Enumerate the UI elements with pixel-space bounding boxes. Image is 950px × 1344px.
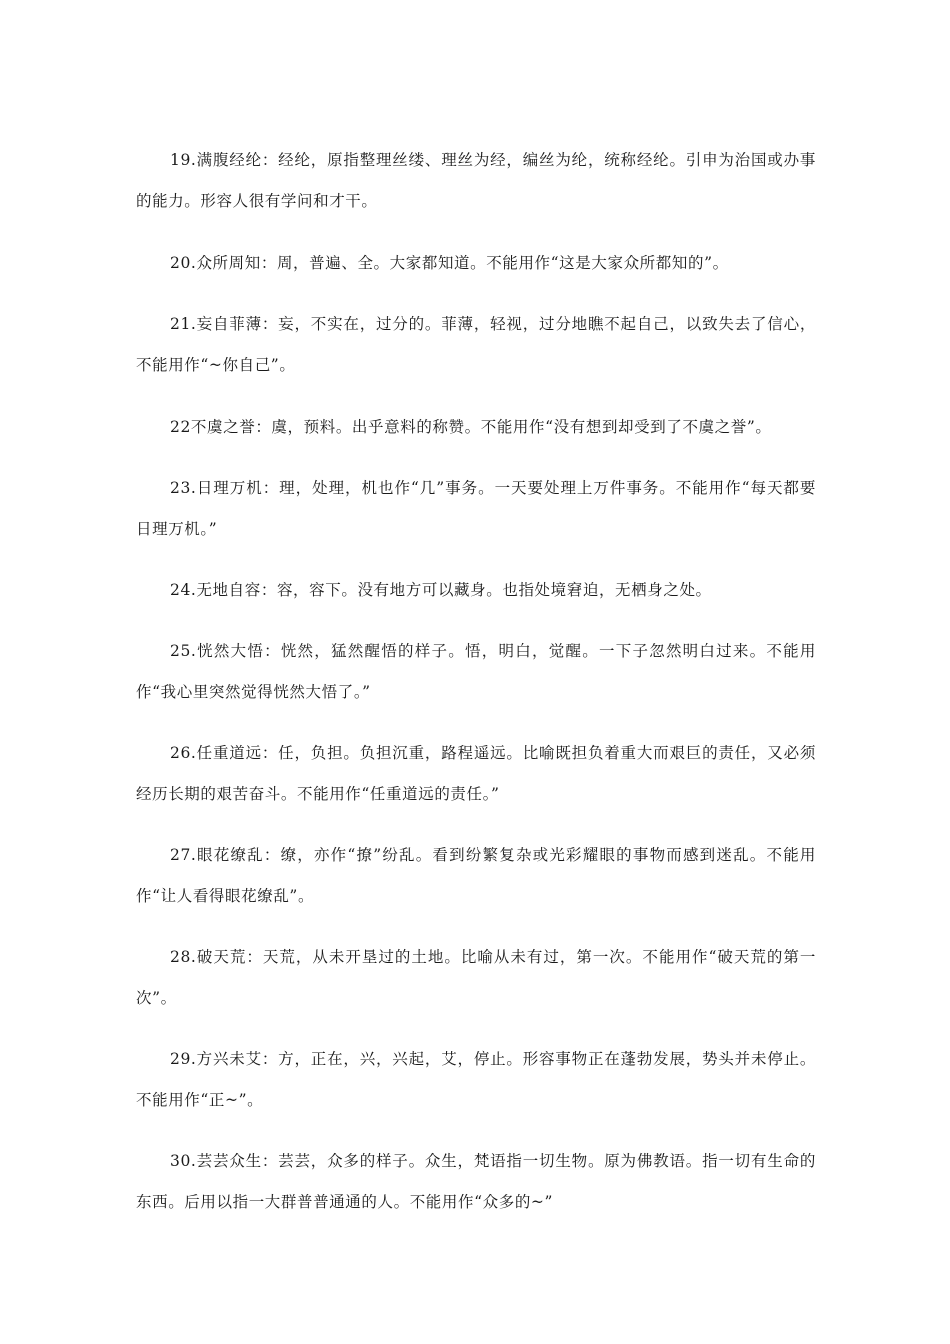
idiom-entry-29: 29.方兴未艾：方，正在，兴，兴起，艾，停止。形容事物正在蓬勃发展，势头并未停止。不能用作“正~”。 <box>136 1050 816 1109</box>
idiom-entry-19: 19.满腹经纶：经纶，原指整理丝缕、理丝为经，编丝为纶，统称经纶。引申为治国或办事的能力。形容人很有学问和才干。 <box>136 151 816 210</box>
idiom-entry-25: 25.恍然大悟：恍然，猛然醒悟的样子。悟，明白，觉醒。一下子忽然明白过来。不能用作“我心里突然觉得恍然大悟了。” <box>136 642 816 701</box>
idiom-entry-22: 22不虞之誉：虞，预料。出乎意料的称赞。不能用作“没有想到却受到了不虞之誉”。 <box>170 418 772 436</box>
idiom-entry-23: 23.日理万机：理，处理，机也作“几”事务。一天要处理上万件事务。不能用作“每天都要日理万机。” <box>136 479 816 538</box>
idiom-entry-20: 20.众所周知：周，普遍、全。大家都知道。不能用作“这是大家众所都知的”。 <box>170 254 729 272</box>
idiom-entry-27: 27.眼花缭乱：缭，亦作“撩”纷乱。看到纷繁复杂或光彩耀眼的事物而感到迷乱。不能用作“让人看得眼花缭乱”。 <box>136 846 816 905</box>
idiom-entry-28: 28.破天荒：天荒，从未开垦过的土地。比喻从未有过，第一次。不能用作“破天荒的第一次”。 <box>136 948 816 1007</box>
idiom-entry-30: 30.芸芸众生：芸芸，众多的样子。众生，梵语指一切生物。原为佛教语。指一切有生命的东西。后用以指一大群普普通通的人。不能用作“众多的~” <box>136 1152 816 1211</box>
idiom-entry-26: 26.任重道远：任，负担。负担沉重，路程遥远。比喻既担负着重大而艰巨的责任，又必须经历长期的艰苦奋斗。不能用作“任重道远的责任。” <box>136 744 816 803</box>
idiom-entry-21: 21.妄自菲薄：妄，不实在，过分的。菲薄，轻视，过分地瞧不起自己，以致失去了信心，不能用作“~你自己”。 <box>136 315 816 374</box>
idiom-entry-24: 24.无地自容：容，容下。没有地方可以藏身。也指处境窘迫，无栖身之处。 <box>170 581 712 599</box>
